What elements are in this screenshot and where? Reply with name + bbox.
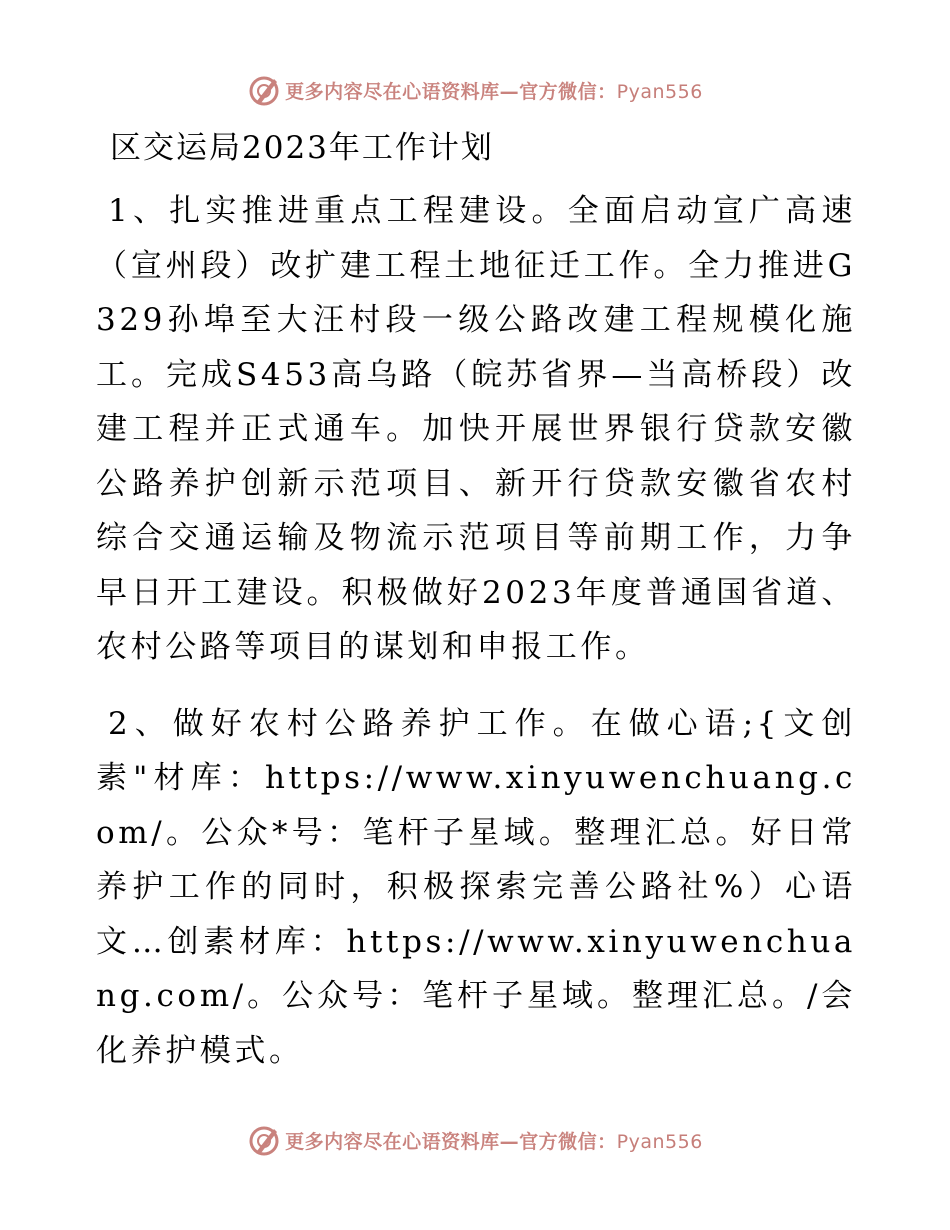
footer-banner [0,1120,950,1160]
header-banner-wechat-id: Pyan556 [616,80,703,103]
header-banner-text [285,77,703,104]
footer-banner-text [285,1127,703,1154]
header-banner [0,70,950,110]
header-banner-label: 更多内容尽在心语资料库—官方微信： [285,80,617,103]
paragraph-2: 2、做好农村公路养护工作。在做心语;{文创素"材库：https://www.xinyuwenchuang.com/。公众*号：笔杆子星域。整理汇总。好日常养护工作的同时，积极探索完善公路社%）心语文…创素材库：https://www.xinyuwenchuang.com/。公众号：笔杆子星域。整理汇总。/会化养护模式。 [96,705,856,1069]
document-body [96,124,856,1078]
footer-banner-wechat-id: Pyan556 [616,1130,703,1153]
paragraph-1: 1、扎实推进重点工程建设。全面启动宣广高速（宣州段）改扩建工程土地征迁工作。全力推进G329孙埠至大汪村段一级公路改建工程规模化施工。完成S453高乌路（皖苏省界—当高桥段）改建工程并正式通车。加快开展世界银行贷款安徽公路养护创新示范项目、新开行贷款安徽省农村综合交通运输及物流示范项目等前期工作，力争早日开工建设。积极做好2023年度普通国省道、农村公路等项目的谋划和申报工作。 [96,193,856,665]
quill-circle-logo-icon [247,1123,281,1157]
footer-banner-label: 更多内容尽在心语资料库—官方微信： [285,1130,617,1153]
quill-circle-logo-icon [247,73,281,107]
document-title: 区交运局2023年工作计划 [110,130,494,166]
